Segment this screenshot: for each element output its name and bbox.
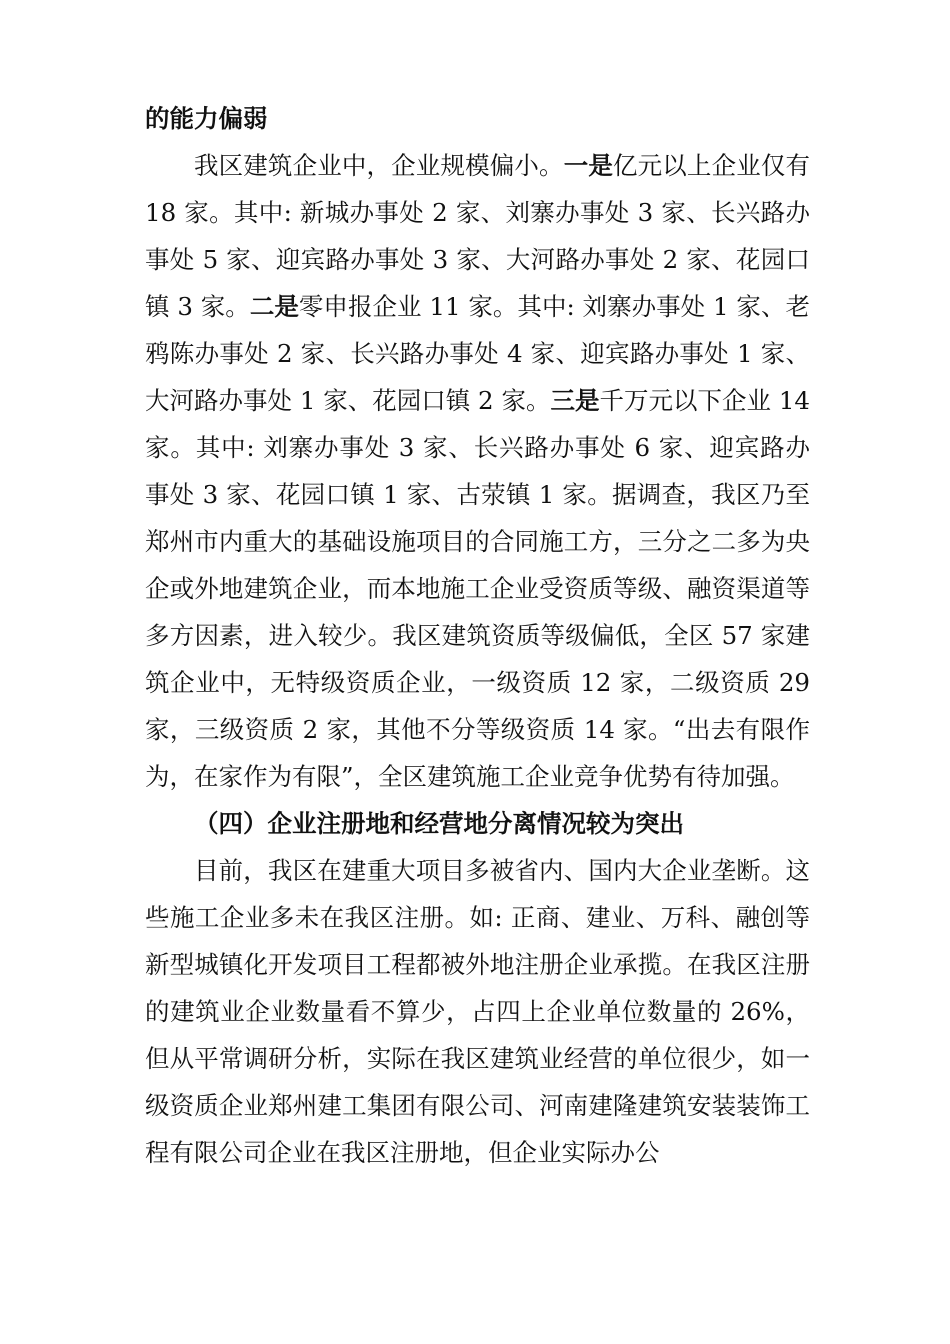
bold-marker-first: 一是	[563, 151, 613, 180]
bold-marker-third: 三是	[550, 386, 600, 415]
paragraph-text: 亿元以上企业仅有 18 家。其中: 新城办事处 2 家、刘寨办事处 3 家、长兴路办事处 5 家、迎宾路办事处 3 家、大河路办事处 2 家、花园口镇 3 家。	[145, 151, 811, 321]
paragraph-text: 我区建筑企业中，企业规模偏小。	[194, 151, 564, 180]
paragraph-text: 千万元以下企业 14 家。其中: 刘寨办事处 3 家、长兴路办事处 6 家、迎宾路办事处 3 家、花园口镇 1 家、古荥镇 1 家。据调查，我区乃至郑州市内重大的基础设施项目的合同施工方，三分之二多为央企或外地建筑企业，而本地施工企业受资质等级、融资渠道等多方因素，进入较少。我区建筑资质等级偏低，全区 57 家建筑企业中，无特级资质企业，一级资质 12 家，二级资质 29 家，三级资质 2 家，其他不分等级资质 14 家。“出去有限作为，在家作为有限”，全区建筑施工企业竞争优势有待加强。	[145, 386, 811, 791]
paragraph-registration: 目前，我区在建重大项目多被省内、国内大企业垄断。这些施工企业多未在我区注册。如: 正商、建业、万科、融创等新型城镇化开发项目工程都被外地注册企业承揽。在我区注册的建筑业企业数量看不算少，占四上企业单位数量的 26%，但从平常调研分析，实际在我区建筑业经营的单位很少，如一级资质企业郑州建工集团有限公司、河南建隆建筑安装装饰工程有限公司企业在我区注册地，但企业实际办公	[145, 856, 810, 1167]
paragraph-text: 零申报企业 11 家。其中: 刘寨办事处 1 家、老鸦陈办事处 2 家、长兴路办事处 4 家、迎宾路办事处 1 家、大河路办事处 1 家、花园口镇 2 家。	[145, 292, 810, 415]
paragraph-enterprise-scale	[145, 142, 810, 800]
document-body	[145, 95, 810, 1176]
bold-marker-second: 二是	[249, 292, 299, 321]
section-heading-4: （四）企业注册地和经营地分离情况较为突出	[194, 809, 684, 838]
section-heading-continued: 的能力偏弱	[145, 104, 268, 133]
